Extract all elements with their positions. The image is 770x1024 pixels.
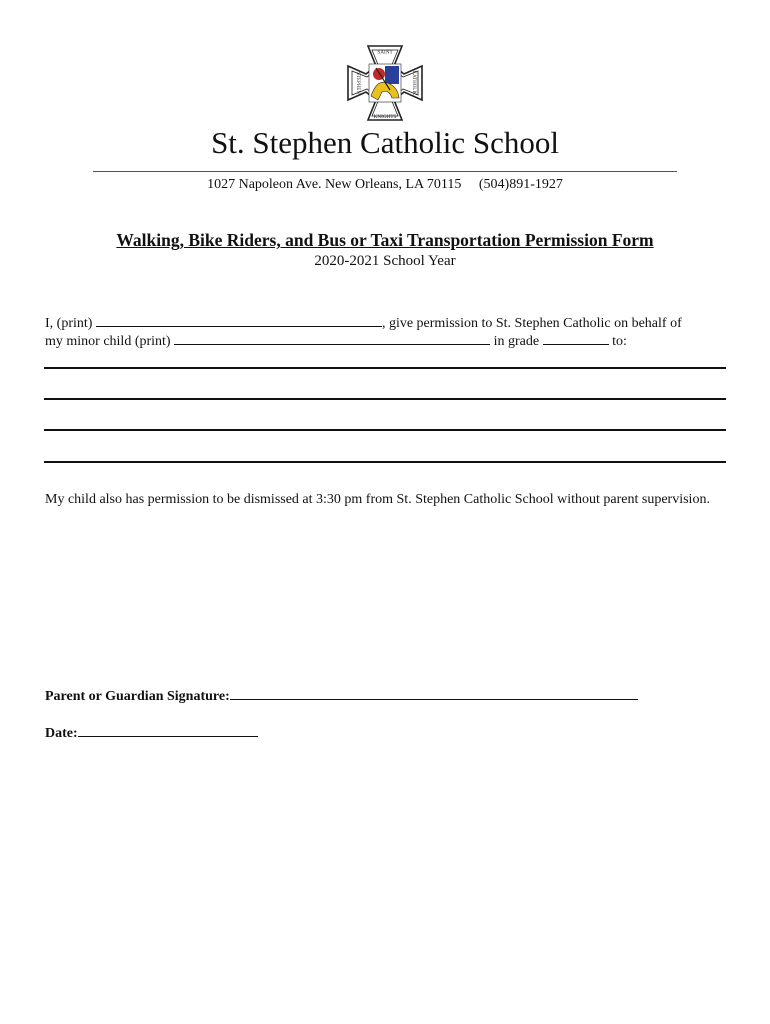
- signature-label: Parent or Guardian Signature:: [45, 689, 230, 704]
- transport-details-line-4[interactable]: [44, 461, 726, 463]
- child-name-label: my minor child (print): [45, 334, 175, 349]
- transport-details-line-3[interactable]: [44, 429, 726, 431]
- child-name-field[interactable]: [174, 331, 490, 345]
- parent-name-label: I, (print): [45, 316, 96, 331]
- crest-right-text: CATHOLIC: [411, 70, 416, 96]
- date-label: Date:: [45, 726, 78, 741]
- crest-cross-icon: [346, 44, 424, 122]
- date-row: [45, 723, 258, 743]
- crest-left-text: STEPHEN: [355, 72, 360, 94]
- crest-top-text: SAINT: [377, 49, 393, 56]
- signature-field[interactable]: [230, 686, 638, 700]
- school-contact: [0, 176, 770, 194]
- grade-label: in grade: [490, 334, 543, 349]
- permission-statement: , give permission to St. Stephen Catholic on behalf of: [381, 316, 682, 331]
- to-label: to:: [608, 334, 627, 349]
- crest-bottom-text: KNIGHTS: [373, 114, 397, 120]
- school-phone: (504)891-1927: [478, 177, 563, 192]
- form-title: Walking, Bike Riders, and Bus or Taxi Transportation Permission Form: [116, 230, 654, 250]
- school-crest-logo: [346, 44, 424, 122]
- parent-name-field[interactable]: [96, 313, 382, 327]
- school-year: 2020-2021 School Year: [314, 253, 456, 269]
- transport-details-line-2[interactable]: [44, 398, 726, 400]
- signature-row: [45, 686, 638, 706]
- grade-field[interactable]: [543, 331, 609, 345]
- date-field[interactable]: [78, 723, 258, 737]
- permission-line-2: [45, 331, 627, 351]
- transport-details-line-1[interactable]: [44, 367, 726, 369]
- permission-line-1: [45, 313, 682, 333]
- dismissal-permission-text: My child also has permission to be dismissed at 3:30 pm from St. Stephen Catholic School without parent supervision.: [45, 492, 710, 507]
- header-divider: [93, 171, 677, 172]
- school-name: St. Stephen Catholic School: [211, 125, 559, 160]
- school-address: 1027 Napoleon Ave. New Orleans, LA 70115: [207, 177, 462, 192]
